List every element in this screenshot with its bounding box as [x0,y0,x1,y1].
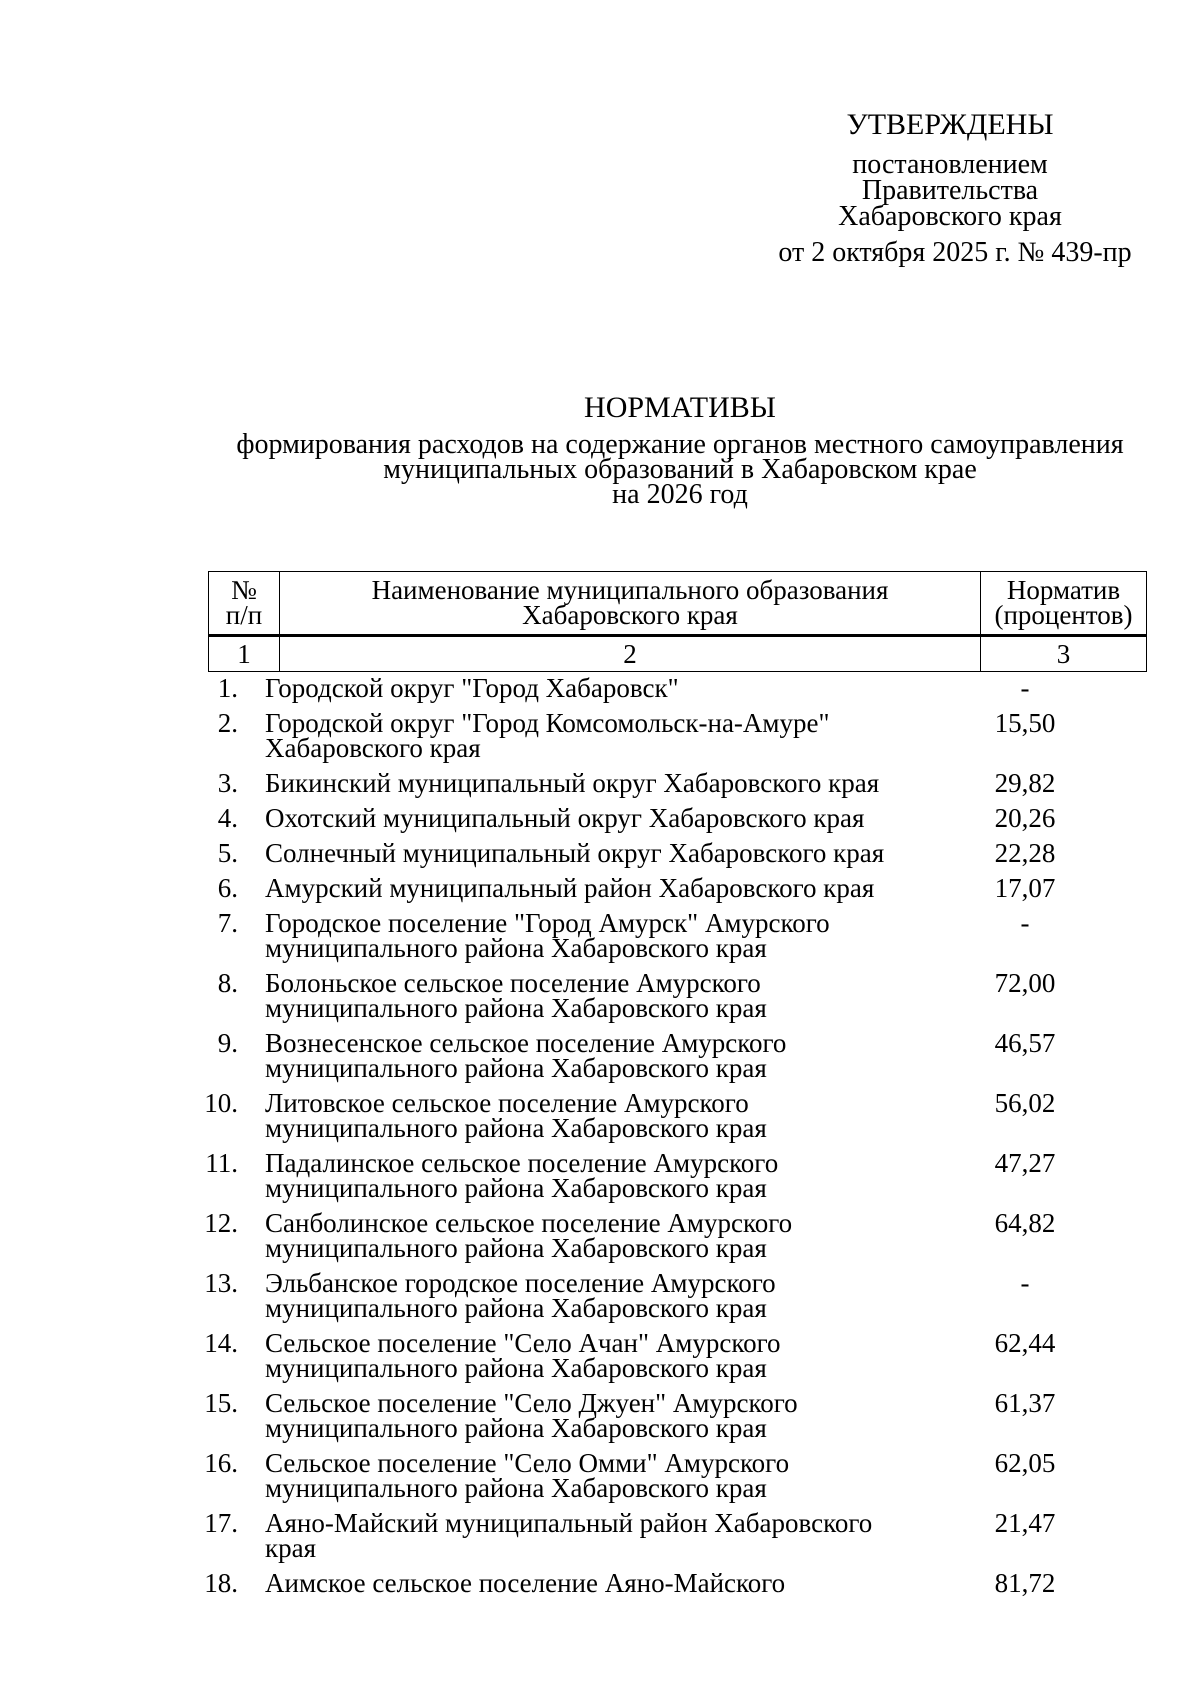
table-row [0,708,1200,763]
row-name-line: муниципального района Хабаровского края [265,1233,767,1263]
row-number: 4. [217,803,238,833]
row-number: 18. [204,1568,238,1598]
row-name-line: Болоньское сельское поселение Амурского [265,968,761,998]
row-municipality-name [265,673,945,703]
table-row [0,1148,1200,1203]
row-name-line: Бикинский муниципальный округ Хабаровского края [265,768,880,798]
row-norm-value: 17,07 [994,873,1056,903]
row-name-line: Сельское поселение "Село Ачан" Амурского [265,1328,781,1358]
header-number-line-1: № [231,575,257,605]
row-name-line: Городской округ "Город Комсомольск-на-Амуре" [265,708,830,738]
header-norm-line-2: (процентов) [994,600,1133,630]
table-header [208,571,1147,672]
row-norm-value: 47,27 [994,1148,1056,1178]
row-name-line: муниципального района Хабаровского края [265,1173,767,1203]
row-number: 11. [205,1148,238,1178]
row-name-line: края [265,1533,317,1563]
row-municipality-name [265,838,945,868]
row-municipality-name [265,1268,945,1323]
row-name-line: Охотский муниципальный округ Хабаровского края [265,803,865,833]
row-name-line: Сельское поселение "Село Джуен" Амурского [265,1388,798,1418]
row-number: 8. [217,968,238,998]
header-norm [981,572,1147,636]
row-norm-value: - [1020,673,1030,703]
row-name-line: Городской округ "Город Хабаровск" [265,673,679,703]
row-municipality-name [265,1388,945,1443]
row-name-line: Городское поселение "Город Амурск" Амурского [265,908,830,938]
table-row [0,968,1200,1023]
table-row [0,873,1200,903]
row-number: 5. [217,838,238,868]
row-norm-value: 72,00 [994,968,1056,998]
row-municipality-name [265,1508,945,1563]
table-row [0,908,1200,963]
row-name-line: Эльбанское городское поселение Амурского [265,1268,776,1298]
table-row [0,1088,1200,1143]
title-subtitle-line-1: формирования расходов на содержание органов местного самоуправления [236,429,1124,460]
header-name [280,572,981,636]
table-row [0,1328,1200,1383]
header-number [209,572,280,636]
row-municipality-name [265,1328,945,1383]
column-number-1: 1 [209,636,280,672]
row-norm-value: 22,28 [994,838,1056,868]
row-norm-value: 15,50 [994,708,1056,738]
row-name-line: Сельское поселение "Село Омми" Амурского [265,1448,790,1478]
title-subtitle-line-3: на 2026 год [612,479,748,510]
row-municipality-name [265,873,945,903]
row-number: 17. [204,1508,238,1538]
row-name-line: Аяно-Майский муниципальный район Хабаровского [265,1508,873,1538]
row-name-line: Солнечный муниципальный округ Хабаровского края [265,838,885,868]
table-row [0,803,1200,833]
row-municipality-name [265,1448,945,1503]
row-name-line: Аимское сельское поселение Аяно-Майского [265,1568,786,1598]
row-municipality-name [265,1568,945,1598]
row-number: 10. [204,1088,238,1118]
row-name-line: Хабаровского края [265,733,481,763]
row-municipality-name [265,968,945,1023]
row-number: 7. [217,908,238,938]
row-norm-value: 56,02 [994,1088,1056,1118]
table-row [0,1508,1200,1563]
row-number: 6. [217,873,238,903]
row-name-line: Амурский муниципальный район Хабаровского края [265,873,875,903]
header-norm-line-1: Норматив [1006,575,1121,605]
row-municipality-name [265,708,945,763]
header-name-line-1: Наименование муниципального образования [371,575,889,605]
row-number: 3. [217,768,238,798]
row-norm-value: 61,37 [994,1388,1056,1418]
approval-line-1: постановлением [852,149,1048,180]
row-number: 15. [204,1388,238,1418]
row-norm-value: 29,82 [994,768,1056,798]
row-norm-value: 46,57 [994,1028,1056,1058]
column-number-2: 2 [280,636,981,672]
header-name-line-2: Хабаровского края [522,600,738,630]
row-number: 1. [217,673,238,703]
row-name-line: муниципального района Хабаровского края [265,1293,767,1323]
table-body [0,673,1200,1606]
approval-line-3: Хабаровского края [838,201,1062,232]
row-number: 2. [217,708,238,738]
row-municipality-name [265,768,945,798]
row-municipality-name [265,908,945,963]
row-norm-value: 62,44 [994,1328,1056,1358]
table-row [0,1028,1200,1083]
table-row [0,838,1200,868]
row-norm-value: 21,47 [994,1508,1056,1538]
row-municipality-name [265,1208,945,1263]
row-name-line: муниципального района Хабаровского края [265,1053,767,1083]
row-municipality-name [265,1088,945,1143]
row-norm-value: - [1020,1268,1030,1298]
row-number: 9. [217,1028,238,1058]
header-number-line-2: п/п [225,600,263,630]
row-municipality-name [265,1148,945,1203]
row-number: 12. [204,1208,238,1238]
approval-date: от 2 октября 2025 г. № 439-пр [778,237,1132,268]
row-norm-value: - [1020,908,1030,938]
row-name-line: муниципального района Хабаровского края [265,1473,767,1503]
row-name-line: муниципального района Хабаровского края [265,993,767,1023]
table-row [0,673,1200,703]
row-number: 14. [204,1328,238,1358]
document-title [150,391,1200,510]
row-name-line: муниципального района Хабаровского края [265,1413,767,1443]
approval-stamp [740,108,1160,268]
row-norm-value: 62,05 [994,1448,1056,1478]
row-name-line: Вознесенское сельское поселение Амурского [265,1028,787,1058]
title-main: НОРМАТИВЫ [584,391,776,424]
row-number: 13. [204,1268,238,1298]
table-row [0,1448,1200,1503]
table-row [0,1568,1200,1598]
table-row [0,768,1200,798]
table-row [0,1388,1200,1443]
approval-heading: УТВЕРЖДЕНЫ [846,108,1054,141]
approval-line-2: Правительства [861,175,1039,206]
row-municipality-name [265,1028,945,1083]
row-municipality-name [265,803,945,833]
row-name-line: Литовское сельское поселение Амурского [265,1088,749,1118]
table-row [0,1208,1200,1263]
row-name-line: муниципального района Хабаровского края [265,933,767,963]
title-subtitle-line-2: муниципальных образований в Хабаровском крае [383,454,977,485]
column-number-3: 3 [981,636,1147,672]
row-name-line: Санболинское сельское поселение Амурского [265,1208,793,1238]
row-norm-value: 81,72 [994,1568,1056,1598]
row-number: 16. [204,1448,238,1478]
row-name-line: муниципального района Хабаровского края [265,1113,767,1143]
table-row [0,1268,1200,1323]
row-name-line: Падалинское сельское поселение Амурского [265,1148,779,1178]
row-norm-value: 20,26 [994,803,1056,833]
row-norm-value: 64,82 [994,1208,1056,1238]
row-name-line: муниципального района Хабаровского края [265,1353,767,1383]
